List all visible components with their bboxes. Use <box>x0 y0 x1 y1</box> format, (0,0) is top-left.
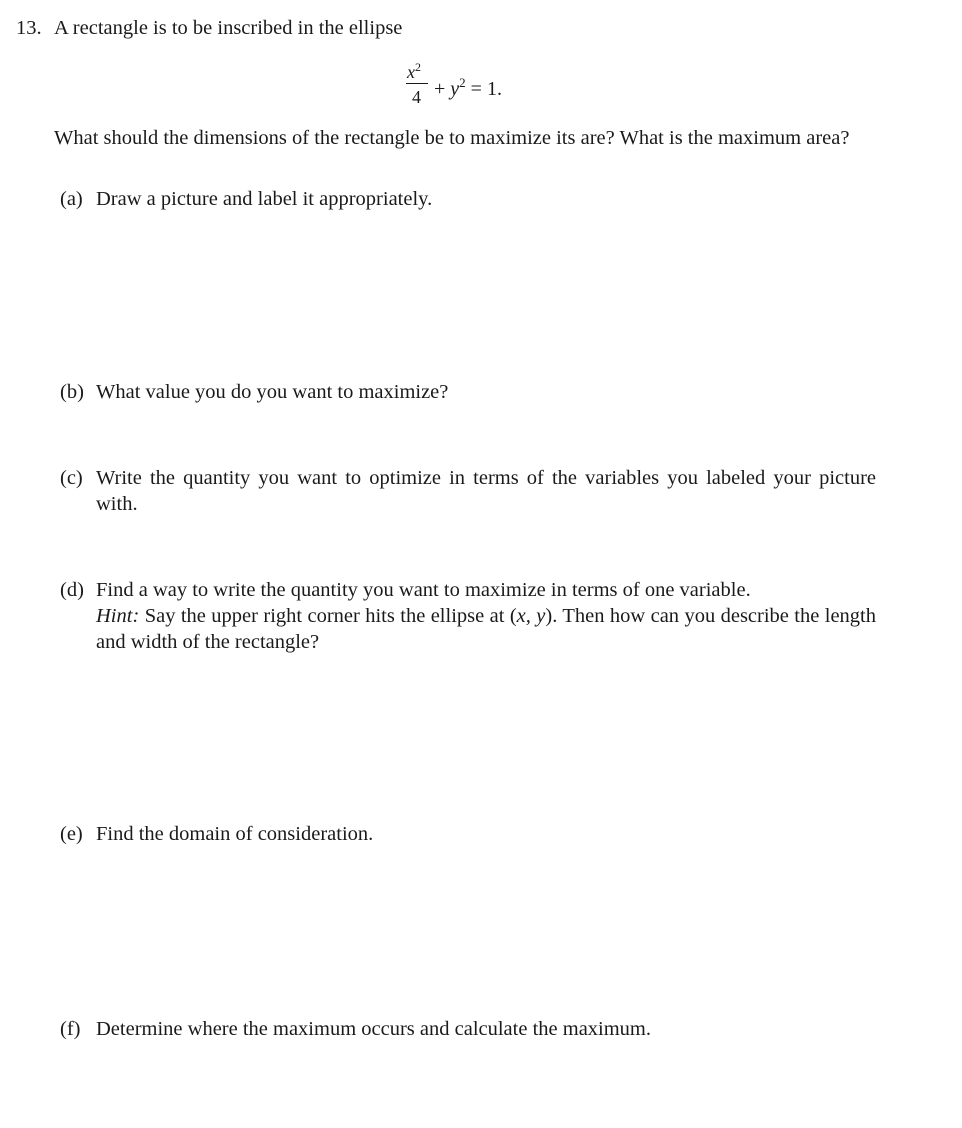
part-label: (f) <box>60 1018 81 1040</box>
hint-point: x, y <box>516 605 546 627</box>
equals-one: = 1. <box>470 78 502 100</box>
part-label: (a) <box>60 188 83 210</box>
fraction-bar <box>406 83 428 84</box>
part-label: (c) <box>60 467 83 489</box>
fraction-denominator: 4 <box>412 87 421 107</box>
part-label: (b) <box>60 381 84 403</box>
part-text: Draw a picture and label it appropriately. <box>96 188 433 210</box>
ellipse-equation <box>404 56 544 114</box>
equation-rest <box>434 70 502 102</box>
hint-text-before: Say the upper right corner hits the ellipse at ( <box>144 605 517 627</box>
fraction <box>404 56 430 112</box>
part-text: Find the domain of consideration. <box>96 823 374 845</box>
y-exponent: 2 <box>459 75 466 90</box>
hint-label: Hint: <box>96 605 140 627</box>
numerator-var: x <box>407 62 415 82</box>
part-label: (e) <box>60 823 83 845</box>
part-d-main-text: Find a way to write the quantity you want to maximize in terms of one variable. <box>96 579 751 601</box>
problem-question: What should the dimensions of the rectangle be to maximize its are? What is the maximum area? <box>54 127 850 149</box>
part-label: (d) <box>60 579 84 601</box>
y-variable: y <box>450 78 460 100</box>
problem-prompt: A rectangle is to be inscribed in the ellipse <box>54 17 403 39</box>
part-text <box>96 577 876 655</box>
fraction-numerator <box>407 56 421 83</box>
part-text: What value you do you want to maximize? <box>96 381 449 403</box>
part-text: Write the quantity you want to optimize in terms of the variables you labeled your picture with. <box>96 467 876 515</box>
part-text: Determine where the maximum occurs and calculate the maximum. <box>96 1018 652 1040</box>
problem-number: 13. <box>16 17 42 39</box>
numerator-exponent: 2 <box>415 60 421 74</box>
hint-text-after: ). Then how can you describe the length and width of the rectangle? <box>96 605 876 653</box>
plus-sign: + <box>434 78 446 100</box>
